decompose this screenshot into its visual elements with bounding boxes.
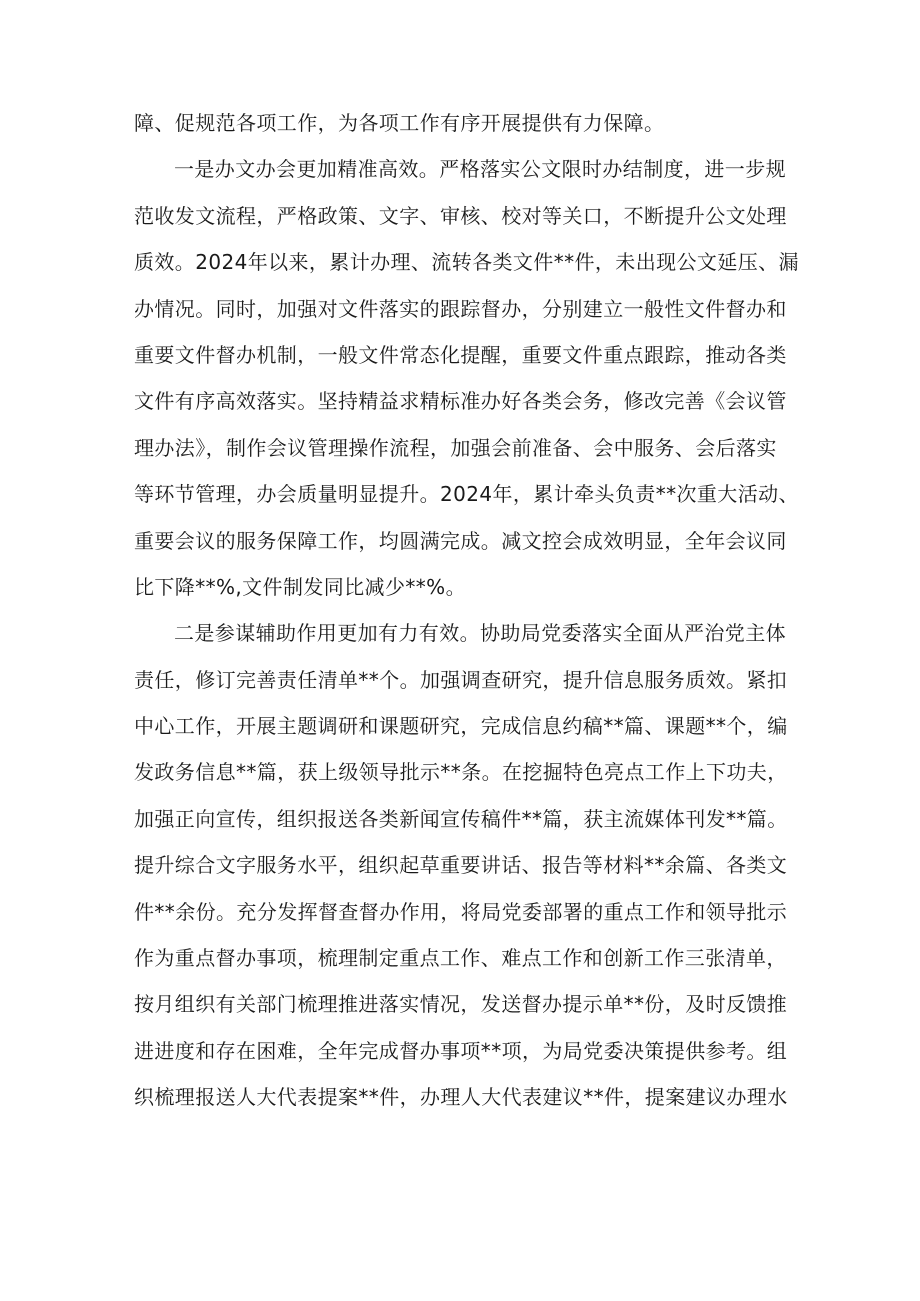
text-line: 质效。2024年以来，累计办理、流转各类文件**件，未出现公文延压、漏 — [134, 250, 799, 275]
text-line: 中心工作，开展主题调研和课题研究，完成信息约稿**篇、课题**个，编 — [134, 714, 788, 739]
text-line: 比下降**%,文件制发同比减少**%。 — [134, 574, 466, 599]
text-line: 等环节管理，办会质量明显提升。2024年，累计牵头负责**次重大活动、 — [134, 482, 799, 507]
text-line: 文件有序高效落实。坚持精益求精标准办好各类会务，修改完善《会议管 — [134, 389, 787, 414]
text-line: 理办法》，制作会议管理操作流程，加强会前准备、会中服务、会后落实 — [134, 435, 777, 460]
text-line: 按月组织有关部门梳理推进落实情况，发送督办提示单**份，及时反馈推 — [134, 992, 788, 1017]
text-line: 作为重点督办事项，梳理制定重点工作、难点工作和创新工作三张清单， — [134, 946, 787, 971]
text-line: 进进度和存在困难，全年完成督办事项**项，为局党委决策提供参考。组 — [134, 1038, 788, 1063]
paragraph-continuation — [134, 100, 786, 146]
text-line: 重要会议的服务保障工作，均圆满完成。减文控会成效明显，全年会议同 — [134, 528, 787, 553]
paragraph-advisory-role — [134, 610, 786, 1120]
text-line: 加强正向宣传，组织报送各类新闻宣传稿件**篇，获主流媒体刊发**篇。 — [134, 806, 788, 831]
text-line: 责任，修订完善责任清单**个。加强调查研究，提升信息服务质效。紧扣 — [134, 667, 788, 692]
text-line: 发政务信息**篇，获上级领导批示**条。在挖掘特色亮点工作上下功夫， — [134, 760, 788, 785]
text-line: 二是参谋辅助作用更加有力有效。协助局党委落实全面从严治党主体 — [174, 621, 786, 646]
document-body — [134, 100, 799, 1121]
text-line: 提升综合文字服务水平，组织起草重要讲话、报告等材料**余篇、各类文 — [134, 853, 788, 878]
paragraph-document-handling — [134, 146, 799, 610]
text-line: 范收发文流程，严格政策、文字、审核、校对等关口，不断提升公文处理 — [134, 203, 787, 228]
text-line: 一是办文办会更加精准高效。严格落实公文限时办结制度，进一步规 — [174, 157, 786, 182]
text-line: 重要文件督办机制，一般文件常态化提醒，重要文件重点跟踪，推动各类 — [134, 342, 787, 367]
text-line: 办情况。同时，加强对文件落实的跟踪督办，分别建立一般性文件督办和 — [134, 296, 787, 321]
text-line: 件**余份。充分发挥督查督办作用，将局党委部署的重点工作和领导批示 — [134, 899, 788, 924]
text-line: 障、促规范各项工作，为各项工作有序开展提供有力保障。 — [134, 111, 665, 135]
text-line: 织梳理报送人大代表提案**件，办理人大代表建议**件，提案建议办理水 — [134, 1085, 788, 1110]
